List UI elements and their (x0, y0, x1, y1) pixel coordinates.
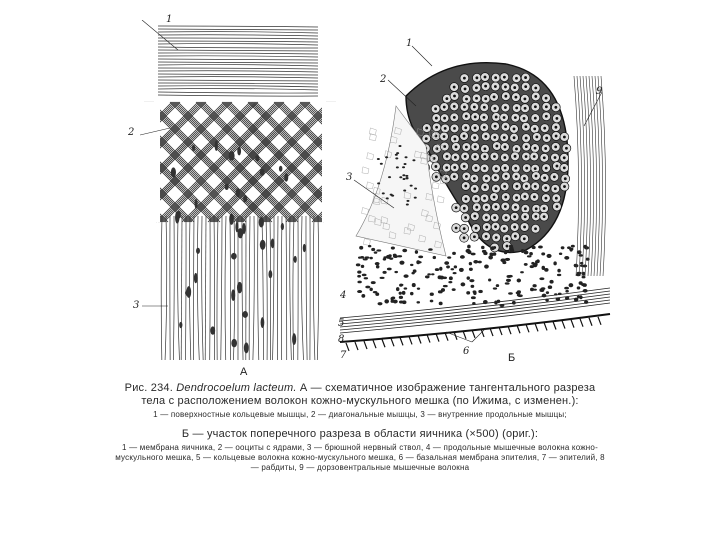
panel-b-callout-5: 5 (338, 318, 345, 329)
caption-part-a-text: А — схематичное изображение тангентального разреза тела с расположением волокон кожно-мускульного мешка (по Ижимa, с изменен.): (141, 382, 596, 407)
panel-b-letter: Б (508, 352, 516, 364)
caption-part-a (112, 382, 608, 408)
caption-part-a-legend: 1 — поверхностные кольцевые мышцы, 2 — диагональные мышцы, 3 — внутренние продольные мышцы; (153, 410, 567, 419)
panel-b-callout-8: 8 (338, 334, 345, 345)
caption-part-b-text: Б — участок поперечного разреза в области яичника (×500) (ориг.): (181, 428, 539, 440)
panel-b-callout-4: 4 (340, 290, 347, 301)
panel-b-callout-7: 7 (340, 350, 347, 361)
panel-a-callout-3: 3 (133, 300, 140, 311)
callout-line (584, 92, 602, 126)
panel-b-callout-9: 9 (596, 86, 603, 97)
figure-caption (112, 382, 608, 473)
panel-a-callout-2: 2 (128, 127, 135, 138)
dorsoventral-fibers (574, 76, 606, 276)
panel-a-callout-1: 1 (166, 14, 173, 25)
panel-b-illustration (336, 36, 614, 368)
callout-line (446, 332, 472, 342)
caption-species: Dendrocoelum lacteum. (176, 382, 297, 394)
circular-muscle-layer (158, 26, 318, 96)
panel-b-callout-3: 3 (346, 172, 353, 183)
panel-b-callout-2: 2 (380, 74, 387, 85)
diagonal-muscle-layer (140, 102, 340, 222)
panel-a-illustration (140, 20, 340, 372)
caption-fig-number: Рис. 234. (124, 382, 173, 394)
rhabdites (346, 317, 601, 351)
panel-a-letter: А (240, 366, 248, 378)
caption-part-b-legend: 1 — мембрана яичника, 2 — ооциты с ядрами, 3 — брюшной нервный ствол, 4 — продольные мышечные волокна кожно-мускульного мешка, 5 — кольцевые волокна кожно-мускульного мешка, 6 — базальная мембрана эпителия, 7 — эпителий, 8 — рабдиты, 9 — дорзовентральные мышечные волокна (115, 443, 605, 472)
panel-b-callout-6: 6 (463, 346, 470, 357)
panel-b-callout-1: 1 (406, 38, 413, 49)
callout-line (412, 46, 432, 66)
